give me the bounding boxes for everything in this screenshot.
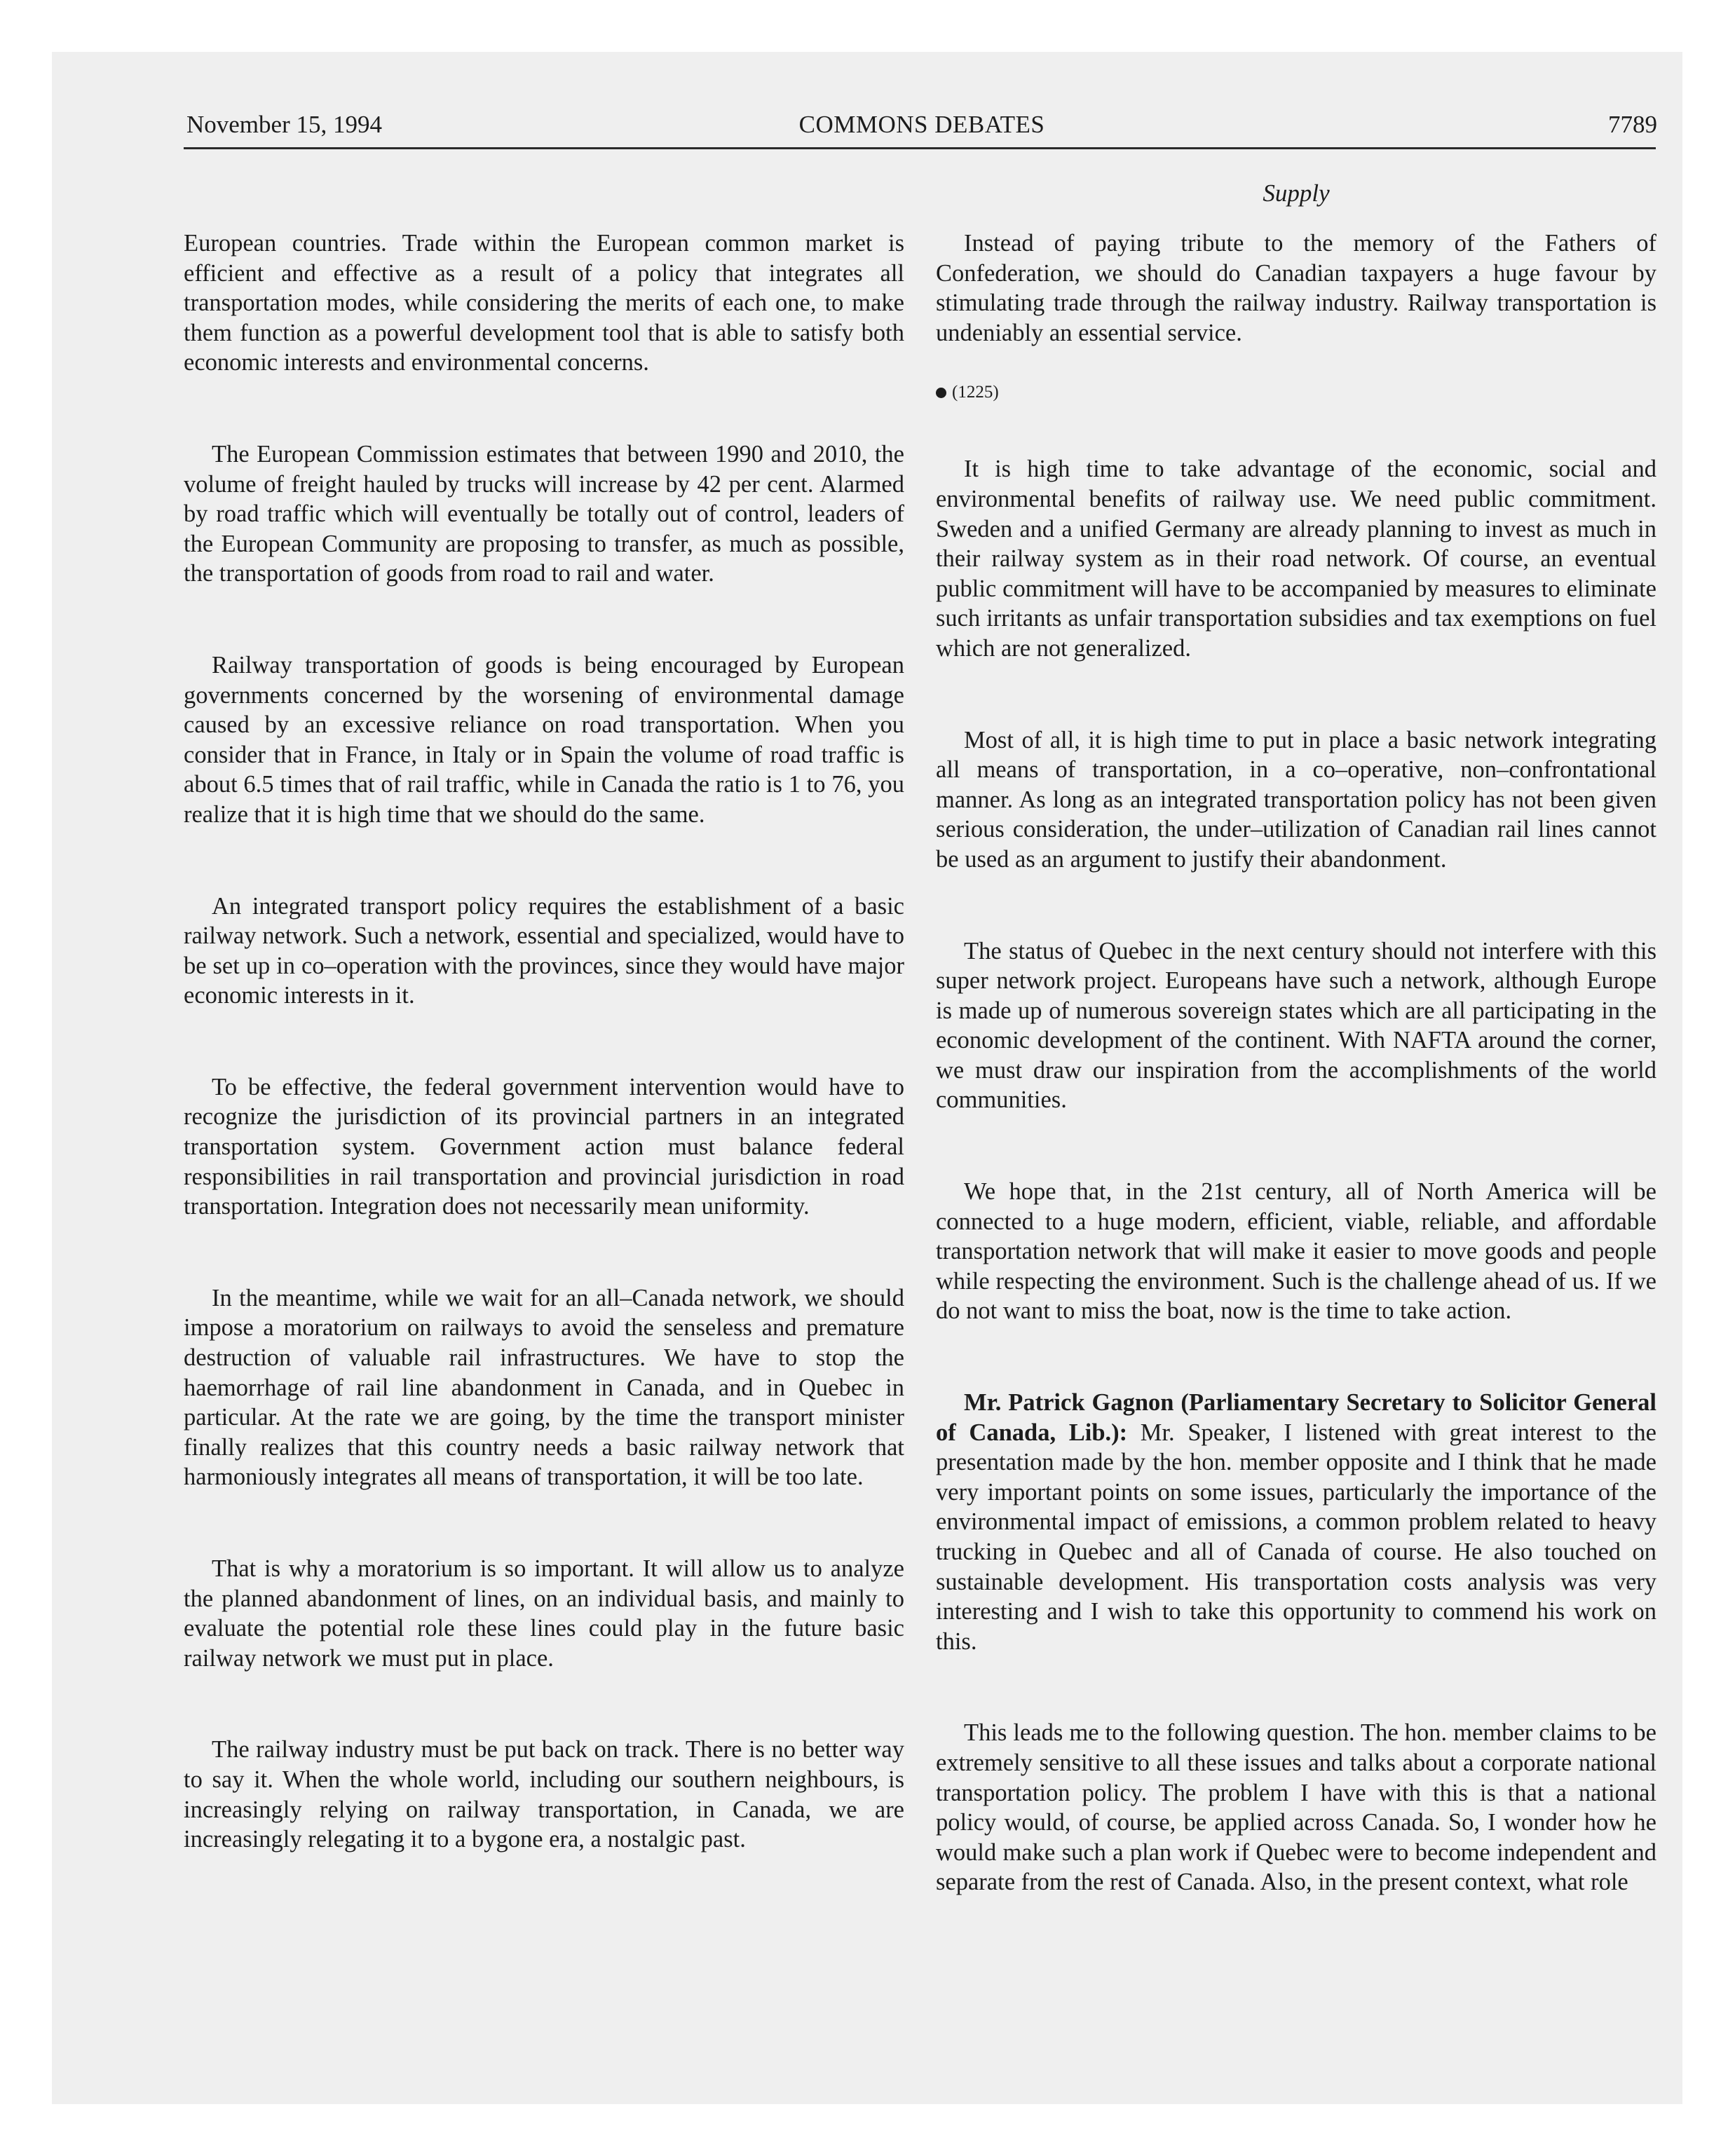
page-header <box>186 107 1657 143</box>
paragraph: An integrated transport policy requires the establishment of a basic railway network. Such a network, essential and specialized, would have to be set up in co–operation with the provinces, since they would have major economic interests in it. <box>184 892 904 1009</box>
section-title: Supply <box>1263 179 1330 207</box>
speaker-name: Mr. Patrick Gagnon (Parliamentary Secretary to Solicitor General of Canada, Lib.): <box>936 1389 1656 1446</box>
paragraph: Instead of paying tribute to the memory of the Fathers of Confederation, we should do Canadian taxpayers a huge favour by stimulating trade through the railway industry. Railway transportation is undeniably an essential service. <box>936 230 1656 346</box>
paragraph: In the meantime, while we wait for an all–Canada network, we should impose a moratorium on railways to avoid the senseless and premature destruction of valuable rail infrastructures. We have to stop the haemorrhage of rail line abandonment in Canada, and in Quebec in particular. At the rate we are going, by the time the transport minister finally realizes that this country needs a basic railway network that harmoniously integrates all means of transportation, it will be too late. <box>184 1284 904 1491</box>
paragraph: Railway transportation of goods is being encouraged by European governments concerned by the worsening of environmental damage caused by an excessive reliance on road transportation. When you consider that in France, in Italy or in Spain the volume of road traffic is about 6.5 times that of rail traffic, while in Canada the ratio is 1 to 76, you realize that it is high time that we should do the same. <box>184 651 904 828</box>
bullet-icon <box>936 388 946 398</box>
right-column <box>936 228 1656 1897</box>
paragraph: This leads me to the following question. The hon. member claims to be extremely sensitive to all these issues and talks about a corporate national transportation policy. The problem I have with this is that a national policy would, of course, be applied across Canada. So, I wonder how he would make such a plan work if Quebec were to become independent and separate from the rest of Canada. Also, in the present context, what role <box>936 1719 1656 1896</box>
paragraph: The railway industry must be put back on track. There is no better way to say it. When the whole world, including our southern neighbours, is increasingly relying on railway transportation, in Canada, we are increasingly relegating it to a bygone era, a nostalgic past. <box>184 1736 904 1853</box>
speaker-paragraph <box>936 1388 1656 1656</box>
paragraph: We hope that, in the 21st century, all of North America will be connected to a huge modern, efficient, viable, reliable, and affordable transportation network that will make it easier to move goods and people while respecting the environment. Such is the challenge ahead of us. If we do not want to miss the boat, now is the time to take action. <box>936 1178 1656 1325</box>
header-page-number: 7789 <box>1608 111 1657 138</box>
paragraph: It is high time to take advantage of the economic, social and environmental benefits of railway use. We need public commitment. Sweden and a unified Germany are already planning to invest as much in their railway system as in their road network. Of course, an eventual public commitment will have to be accompanied by measures to eliminate such irritants as unfair transportation subsidies and tax exemptions on fuel which are not generalized. <box>936 456 1656 662</box>
time-marker <box>936 378 1656 407</box>
header-rule <box>184 147 1656 149</box>
paragraph: Most of all, it is high time to put in place a basic network integrating all means of transportation, in a co–operative, non–confrontational manner. As long as an integrated transportation policy has not been given serious consideration, the under–utilization of Canadian rail lines cannot be used as an argument to justify their abandonment. <box>936 726 1656 873</box>
speech-text: Mr. Speaker, I listened with great interest to the presentation made by the hon. member opposite and I think that he made very important points on some issues, particularly the importance of the environmental impact of emissions, a common problem related to heavy trucking in Quebec and all of Canada of course. He also touched on sustainable development. His transportation costs analysis was very interesting and I wish to take this opportunity to commend his work on this. <box>936 1419 1656 1655</box>
paragraph: European countries. Trade within the European common market is efficient and effective as a result of a policy that integrates all transportation modes, while considering the merits of each one, to make them function as a powerful development tool that is able to satisfy both economic interests and environmental concerns. <box>184 230 904 376</box>
paragraph: That is why a moratorium is so important. It will allow us to analyze the planned abandonment of lines, on an individual basis, and mainly to evaluate the potential role these lines could play in the future basic railway network we must put in place. <box>184 1555 904 1672</box>
time-marker-label: (1225) <box>952 383 999 402</box>
paragraph: To be effective, the federal government intervention would have to recognize the jurisdiction of its provincial partners in an integrated transportation system. Government action must balance federal responsibilities in rail transportation and provincial jurisdiction in road transportation. Integration does not necessarily mean uniformity. <box>184 1073 904 1220</box>
paragraph: The European Commission estimates that between 1990 and 2010, the volume of freight hauled by trucks will increase by 42 per cent. Alarmed by road traffic which will eventually be totally out of control, leaders of the European Community are proposing to transfer, as much as possible, the transportation of goods from road to rail and water. <box>184 440 904 587</box>
left-column <box>184 228 904 1855</box>
paragraph: The status of Quebec in the next century should not interfere with this super network project. Europeans have such a network, although Europe is made up of numerous sovereign states which are all participating in the economic development of the continent. With NAFTA around the corner, we must draw our inspiration from the accomplishments of the world communities. <box>936 937 1656 1114</box>
header-date: November 15, 1994 <box>186 111 382 138</box>
header-title: COMMONS DEBATES <box>798 111 1045 138</box>
